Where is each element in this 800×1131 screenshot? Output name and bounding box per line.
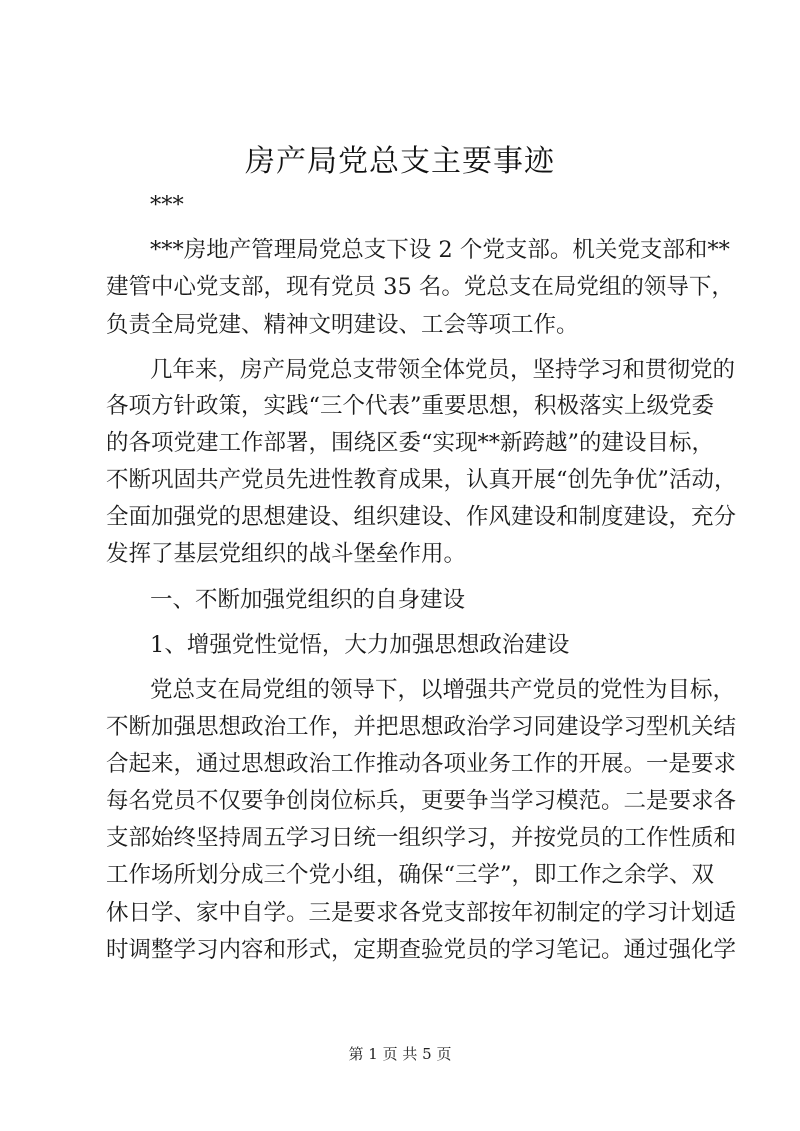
subsection-heading-text: 1、增强党性觉悟，大力加强思想政治建设 <box>150 632 570 658</box>
paragraph-text: 支部始终坚持周五学习日统一组织学习，并按党员的工作性质和 <box>106 825 737 851</box>
paragraph-text: 合起来，通过思想政治工作推动各项业务工作的开展。一是要求 <box>106 751 737 777</box>
paragraph-text: 每名党员不仅要争创岗位标兵，更要争当学习模范。二是要求各 <box>106 788 737 814</box>
paragraph-text: 党总支在局党组的领导下，以增强共产党员的党性为目标， <box>150 677 736 703</box>
paragraph-text: 发挥了基层党组织的战斗堡垒作用。 <box>106 541 467 567</box>
paragraph-text: 建管中心党支部，现有党员 35 名。党总支在局党组的领导下， <box>106 274 734 300</box>
paragraph-text: 不断巩固共产党员先进性教育成果，认真开展“创先争优”活动， <box>106 467 737 493</box>
paragraph-text: 时调整学习内容和形式，定期查验党员的学习笔记。通过强化学 <box>106 937 737 963</box>
page-footer: 第 1 页 共 5 页 <box>348 1045 452 1063</box>
paragraph-text: ***房地产管理局党总支下设 2 个党支部。机关党支部和** <box>150 237 730 263</box>
paragraph-text: 全面加强党的思想建设、组织建设、作风建设和制度建设，充分 <box>106 504 737 530</box>
paragraph-text: 工作场所划分成三个党小组，确保“三学”，即工作之余学、双 <box>106 862 715 888</box>
paragraph-text: 几年来，房产局党总支带领全体党员，坚持学习和贯彻党的 <box>150 357 736 383</box>
author-name: *** <box>150 192 184 218</box>
paragraph-text: 各项方针政策，实践“三个代表”重要思想，积极落实上级党委 <box>106 393 715 419</box>
paragraph-text: 休日学、家中自学。三是要求各党支部按年初制定的学习计划适 <box>106 900 737 926</box>
document-title: 房产局党总支主要事迹 <box>245 144 555 179</box>
paragraph-text: 的各项党建工作部署，围绕区委“实现**新跨越”的建设目标， <box>106 430 715 456</box>
paragraph-text: 不断加强思想政治工作，并把思想政治学习同建设学习型机关结 <box>106 714 737 740</box>
paragraph-text: 负责全局党建、精神文明建设、工会等项工作。 <box>106 312 579 338</box>
section-heading-text: 一、不断加强党组织的自身建设 <box>150 587 466 613</box>
